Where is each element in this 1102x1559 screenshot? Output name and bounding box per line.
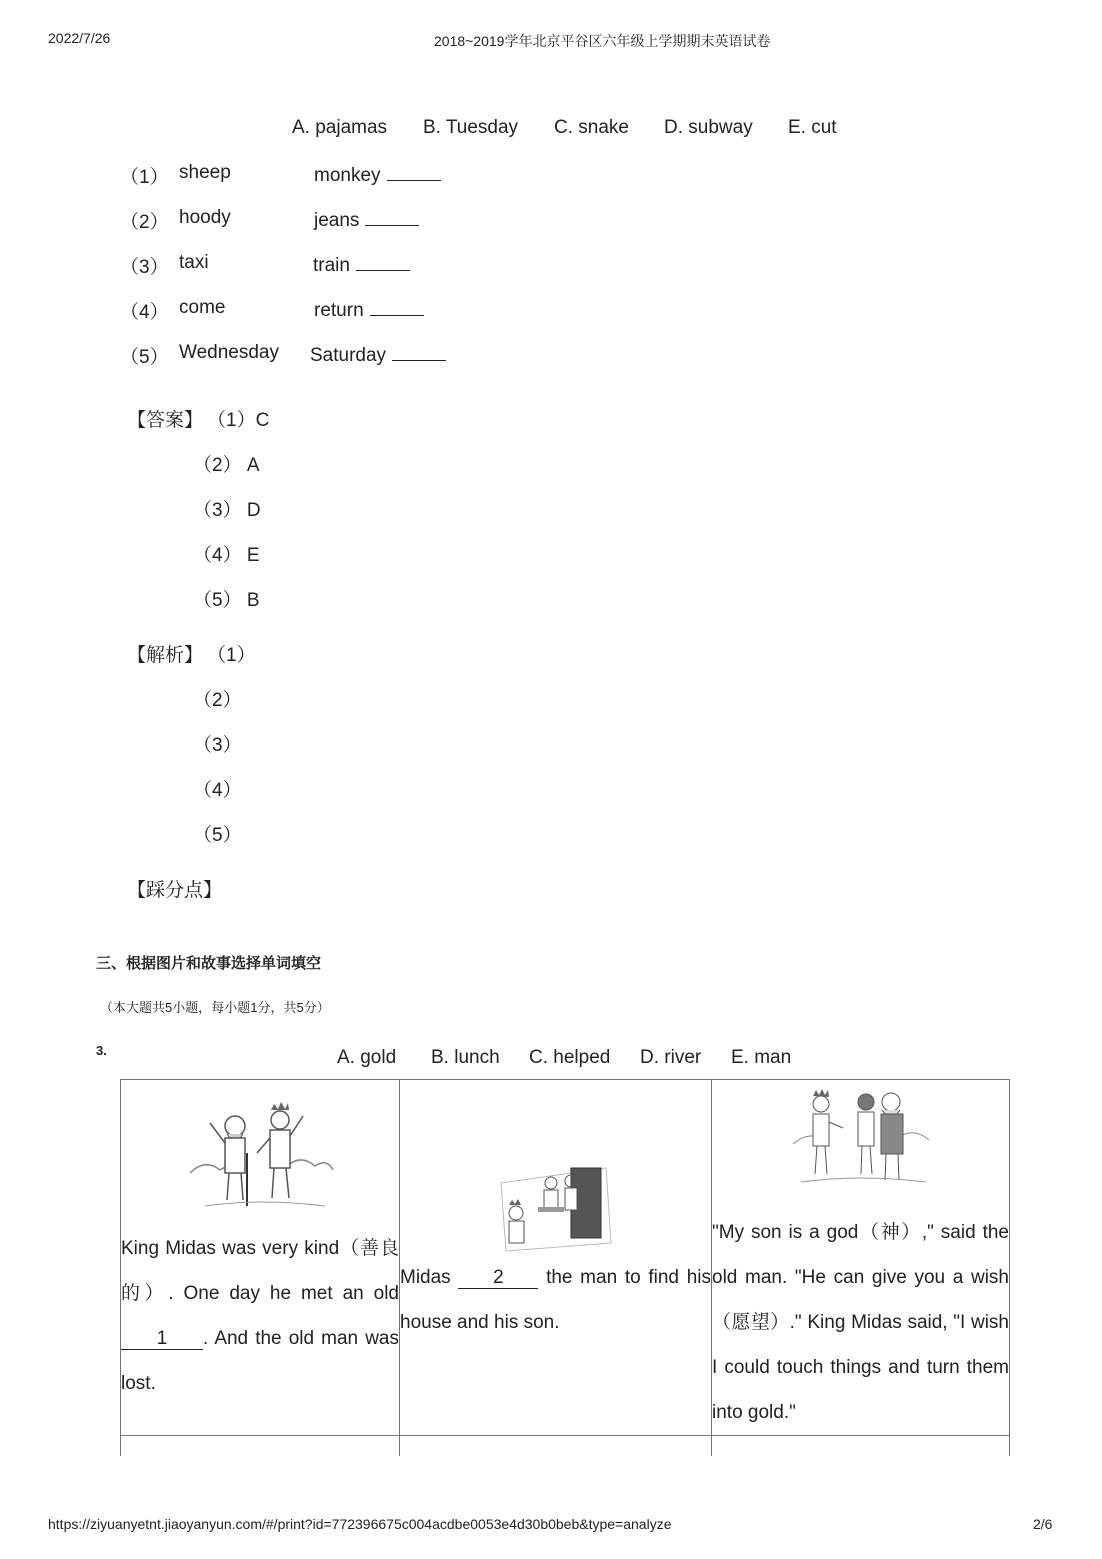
option-a: A. gold — [337, 1047, 397, 1068]
item-word: hoody — [179, 207, 231, 228]
story-cell-1 — [121, 1080, 400, 1436]
question-number: 3. — [96, 1043, 107, 1058]
answer-blank[interactable] — [356, 252, 410, 271]
story-cell-6 — [712, 1436, 1010, 1456]
analysis-4: （4） — [193, 780, 242, 801]
section-title: 三、根据图片和故事选择单词填空 — [96, 955, 322, 972]
doc-title: 2018~2019学年北京平谷区六年级上学期期末英语试卷 — [434, 33, 771, 49]
story-cell-3 — [712, 1080, 1010, 1436]
story-cell-2 — [400, 1080, 712, 1436]
king-son-old-man-illustration — [791, 1084, 931, 1192]
story-text-1: King Midas was very kind（善良的）. One day he met an old 1 . And the old man was lost. — [121, 1238, 399, 1394]
blank-2[interactable]: 2 — [458, 1268, 538, 1289]
story-cell-4 — [121, 1436, 400, 1456]
answer-blank[interactable] — [392, 342, 446, 361]
q2-item-4 — [120, 297, 364, 324]
option-d: D. river — [640, 1047, 702, 1068]
option-b: B. lunch — [431, 1047, 500, 1068]
answer-blank[interactable] — [387, 162, 441, 181]
story-text-3: "My son is a god（神）," said the old man. "He can give you a wish（愿望）." King Midas said, "I wish I could touch things and turn them into gold." — [712, 1222, 1009, 1423]
item-pair: train — [313, 252, 410, 277]
answer-2: （2） A — [193, 455, 260, 476]
option-c: C. snake — [554, 117, 629, 138]
item-num: （5） — [120, 347, 169, 368]
answer-3: （3） D — [193, 500, 261, 521]
answer-4: （4） E — [193, 545, 260, 566]
analysis-3: （3） — [193, 735, 242, 756]
option-c: C. helped — [529, 1047, 611, 1068]
q2-item-2 — [120, 207, 360, 234]
answer-5: （5） B — [193, 590, 260, 611]
item-pair: return — [314, 297, 424, 322]
answer-blank[interactable] — [370, 297, 424, 316]
story-table — [120, 1079, 1010, 1456]
item-num: （2） — [120, 212, 169, 233]
old-man-and-king-illustration — [185, 1098, 335, 1216]
points-label: 【踩分点】 — [127, 880, 223, 901]
item-pair: Saturday — [310, 342, 446, 367]
option-e: E. cut — [788, 117, 837, 138]
item-num: （4） — [120, 302, 169, 323]
section-note: （本大题共5小题，每小题1分，共5分） — [100, 1000, 330, 1015]
answer-blank[interactable] — [365, 207, 419, 226]
print-date: 2022/7/26 — [48, 30, 111, 46]
item-word: sheep — [179, 162, 231, 183]
q2-item-1 — [120, 162, 381, 189]
option-e: E. man — [731, 1047, 792, 1068]
king-at-house-illustration — [496, 1163, 616, 1255]
answer-1: （1）C — [207, 410, 270, 431]
item-num: （1） — [120, 167, 169, 188]
story-cell-5 — [400, 1436, 712, 1456]
analysis-label: 【解析】 — [127, 645, 204, 666]
option-d: D. subway — [664, 117, 753, 138]
q2-item-3 — [120, 252, 350, 279]
item-pair: monkey — [314, 162, 441, 187]
blank-1[interactable]: 1 — [121, 1329, 203, 1350]
item-word: Wednesday — [179, 342, 279, 363]
option-b: B. Tuesday — [423, 117, 519, 138]
footer-url[interactable]: https://ziyuanyetnt.jiaoyanyun.com/#/print?id=772396675c004acdbe0053e4d30b0beb&type=analyze — [48, 1516, 672, 1532]
option-a: A. pajamas — [292, 117, 388, 138]
analysis-5: （5） — [193, 825, 242, 846]
analysis-2: （2） — [193, 690, 242, 711]
page-number: 2/6 — [1033, 1516, 1053, 1532]
item-word: taxi — [179, 252, 209, 273]
story-text-2: Midas 2 the man to find his house and his son. — [400, 1267, 711, 1333]
analysis-1: （1） — [207, 645, 256, 666]
item-num: （3） — [120, 257, 169, 278]
item-pair: jeans — [314, 207, 419, 232]
item-word: come — [179, 297, 226, 318]
q2-item-5 — [120, 342, 387, 369]
answer-label: 【答案】 — [127, 410, 204, 431]
